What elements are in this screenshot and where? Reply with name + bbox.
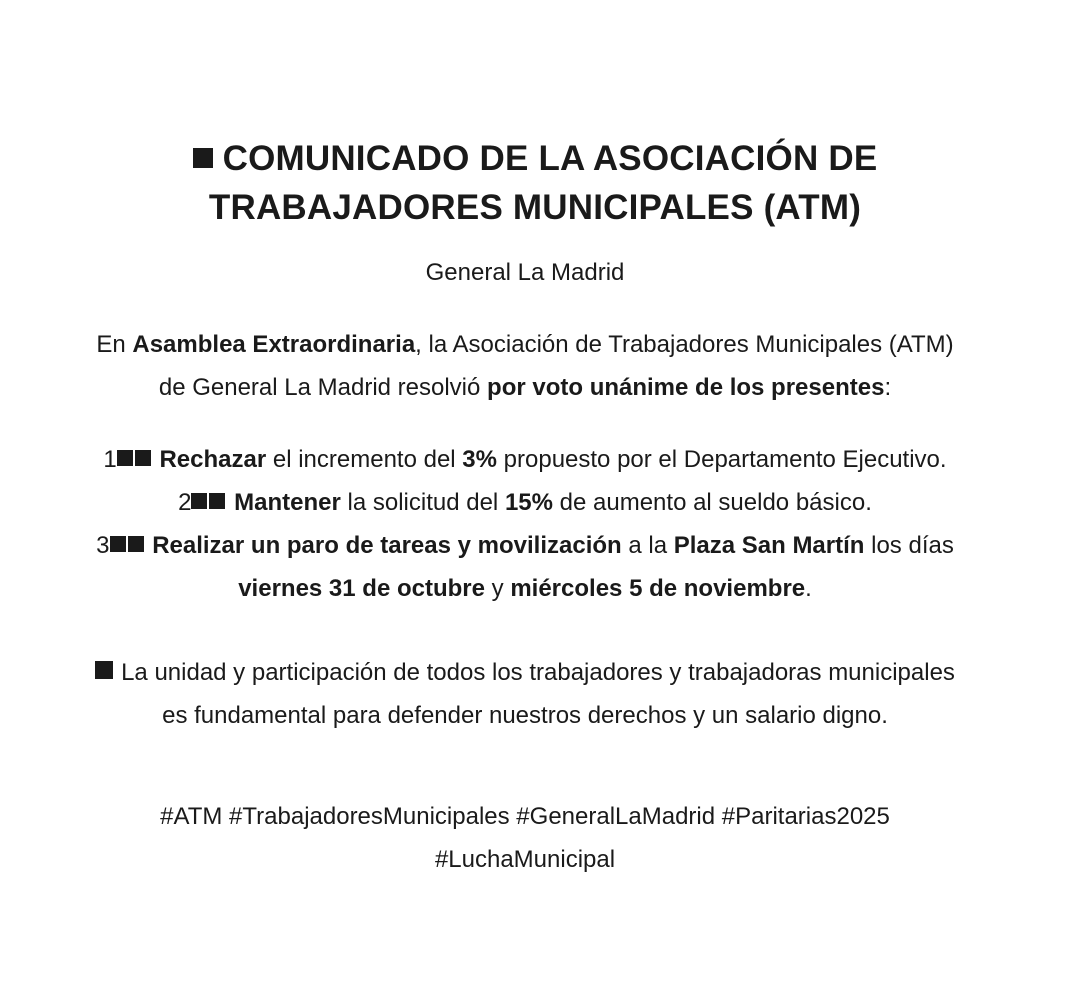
item-bold-text: Plaza San Martín: [673, 532, 865, 559]
intro-paragraph: [0, 323, 1050, 409]
hashtags-line-1: #ATM #TrabajadoresMunicipales #GeneralLaMadrid #Paritarias2025: [160, 803, 890, 830]
item-bold-text: miércoles 5 de noviembre: [510, 575, 806, 602]
item-bold-text: Realizar un paro de tareas y movilización: [152, 532, 622, 559]
square-bullet-icon: [117, 450, 133, 466]
square-bullet-icon: [191, 493, 207, 509]
title-text-1: COMUNICADO DE LA ASOCIACIÓN DE: [222, 139, 878, 178]
item-text: y: [484, 575, 511, 602]
intro-line-2: [0, 366, 1050, 409]
square-bullet-icon: [209, 493, 225, 509]
item-bold-text: viernes 31 de octubre: [238, 575, 485, 602]
closing-paragraph: [0, 651, 1050, 737]
intro-text: En: [96, 331, 133, 358]
item-text: .: [805, 575, 812, 602]
item-text: de aumento al sueldo básico.: [552, 489, 872, 516]
resolution-item-3-continued: [0, 567, 1050, 610]
resolutions-list: [0, 438, 1050, 610]
intro-bold-text: por voto unánime de los presentes: [487, 374, 885, 401]
subtitle-location: General La Madrid: [425, 259, 625, 286]
item-number: 1: [103, 446, 117, 473]
item-text: a la: [621, 532, 674, 559]
title-line-1: [0, 134, 1070, 183]
hashtags: [0, 795, 1050, 881]
item-bold-text: Rechazar: [159, 446, 267, 473]
square-bullet-icon: [193, 148, 213, 168]
intro-line-1: [0, 323, 1050, 366]
hashtags-line-2: #LuchaMunicipal: [434, 846, 616, 873]
closing-line-2: es fundamental para defender nuestros derechos y un salario digno.: [162, 702, 888, 729]
closing-line-1: [0, 651, 1050, 694]
item-bold-text: 15%: [504, 489, 553, 516]
square-bullet-icon: [110, 536, 126, 552]
square-bullet-icon: [128, 536, 144, 552]
intro-text: de General La Madrid resolvió: [158, 374, 488, 401]
closing-text: La unidad y participación de todos los trabajadores y trabajadoras municipales: [121, 659, 955, 686]
resolution-item-3: [0, 524, 1050, 567]
square-bullet-icon: [135, 450, 151, 466]
item-text: los días: [864, 532, 954, 559]
item-bold-text: Mantener: [234, 489, 341, 516]
item-text: la solicitud del: [340, 489, 505, 516]
square-bullet-icon: [95, 661, 113, 679]
item-text: el incremento del: [266, 446, 463, 473]
item-text: propuesto por el Departamento Ejecutivo.: [496, 446, 947, 473]
resolution-item-2: [0, 481, 1050, 524]
title-line-2: TRABAJADORES MUNICIPALES (ATM): [208, 188, 862, 227]
intro-text: , la Asociación de Trabajadores Municipales (ATM): [415, 331, 954, 358]
intro-text: :: [884, 374, 892, 401]
item-number: 3: [96, 532, 110, 559]
item-number: 2: [178, 489, 192, 516]
page-title: [0, 134, 1070, 232]
intro-bold-text: Asamblea Extraordinaria: [132, 331, 416, 358]
resolution-item-1: [0, 438, 1050, 481]
item-bold-text: 3%: [462, 446, 497, 473]
